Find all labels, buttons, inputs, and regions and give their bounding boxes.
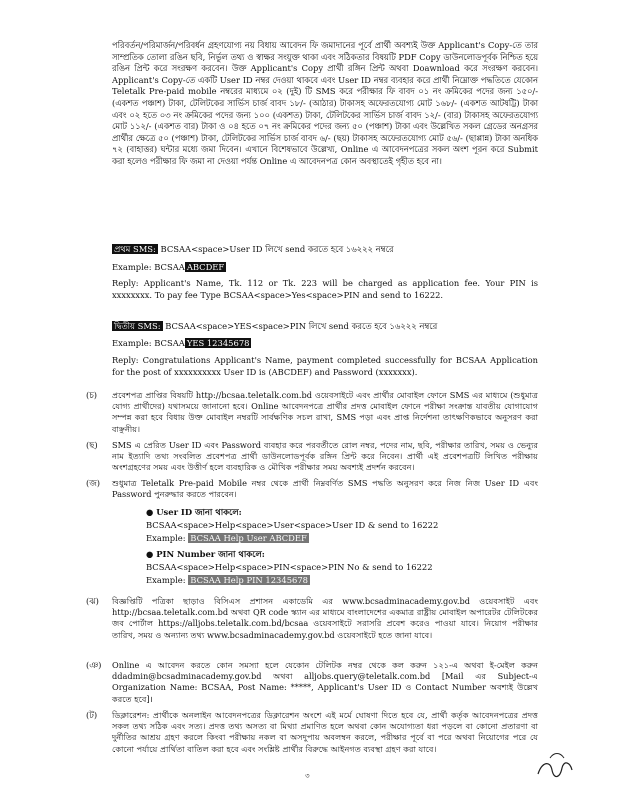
item-ja-label: (জ) [86,478,101,488]
pin-example-code: BCSAA Help PIN 12345678 [190,575,309,585]
userid-heading-text: User ID জানা থাকলে: [156,507,242,517]
userid-format: BCSAA<space>Help<space>User<space>User ID & send to 16222 [146,520,439,530]
sms2-example-prefix: Example: BCSAA [112,338,185,348]
item-ja-text: শুধুমাত্র Teletalk Pre-paid Mobile নম্বর থেকে প্রার্থী নিম্নবর্ণিত SMS পদ্ধতি অনুসরণ করে নিজ নিজ User ID এবং Password পুনরুদ্ধার করতে পারবেন। [112,478,538,500]
pin-example-prefix: Example: [146,575,186,585]
bullet-icon: ● [146,507,154,517]
item-chha-label: (ছ) [86,440,98,450]
item-ta-label: (ট) [86,710,98,720]
sms1-example-code: ABCDEF [186,262,225,272]
sms1-text: BCSAA<space>User ID লিখে send করতে হবে ১৬২২২ নম্বরে [160,244,394,254]
sms1-example-prefix: Example: BCSAA [112,262,185,272]
item-cha-label: (চ) [86,390,98,400]
sms1-example [112,262,226,273]
sms1-line [112,244,394,255]
item-chha-text: SMS এ প্রেরিত User ID এবং Password ব্যবহার করে পরবর্তীতে রোল নম্বর, পদের নাম, ছবি, পরীক্ষার তারিখ, সময় ও ভেন্যুর নাম ইত্যাদি তথ্য সংবলিত প্রবেশপত্র প্রার্থী ডাউনলোডপূর্বক রঙ্গিন প্রিন্ট করে নিবেন। প্রার্থী এই প্রবেশপত্রটি লিখিত পরীক্ষায় অংশগ্রহণের সময় এবং উত্তীর্ণ হলে ব্যবহারিক ও মৌখিক পরীক্ষার সময় অবশ্যই প্রদর্শন করবেন। [112,440,538,473]
item-jha-text: বিজ্ঞপ্তিটি পত্রিকা ছাড়াও বিসিএস প্রশাসন একাডেমি এর www.bcsadminacademy.gov.bd ওয়েবসাইট এবং http://bcsaa.teletalk.com.bd অথবা QR code স্ক্যান এর মাধ্যমে বাংলাদেশের একমাত্র রাষ্ট্রীয় মোবাইল অপারেটর টেলিটকের জব পোর্টাল https://alljobs.teletalk.com.bd/bcsaa ওয়েবসাইটে সরাসরি প্রবেশ করেও পাওয়া যাবে। নিয়োগ পরীক্ষার তারিখ, সময় ও অন্যান্য তথ্য www.bcsadminacademy.gov.bd ওয়েবসাইটে হতে জানা যাবে। [112,596,538,640]
page-number: ৩ [305,772,310,780]
sms2-label: দ্বিতীয় SMS: [114,321,161,331]
userid-heading [146,507,242,518]
item-cha-text: প্রবেশপত্র প্রাপ্তির বিষয়টি http://bcsaa.teletalk.com.bd ওয়েবসাইটে এবং প্রার্থীর মোবাইল ফোনে SMS এর মাধ্যমে (শুধুমাত্র যোগ্য প্রার্থীদের) যথাসময়ে জানানো হবে। Online আবেদনপত্রে প্রার্থীর প্রদত্ত মোবাইল ফোনে পরীক্ষা সংক্রান্ত যাবতীয় যোগাযোগ সম্পন্ন করা হবে বিধায় উক্ত মোবাইল নম্বরটি সার্বক্ষণিক সচল রাখা, SMS পড়া এবং প্রাপ্ত নির্দেশনা তাৎক্ষণিকভাবে অনুসরণ করা বাঞ্ছনীয়। [112,390,538,434]
item-nya-label: (ঞ) [86,660,102,670]
pin-heading-text: PIN Number জানা থাকলে: [156,549,265,559]
sms1-label: প্রথম SMS: [114,244,156,254]
userid-example-code: BCSAA Help User ABCDEF [190,533,307,543]
sms2-text: BCSAA<space>YES<space>PIN লিখে send করতে হবে ১৬২২২ নম্বরে [165,321,438,331]
item-jha-label: (ঝ) [86,596,99,606]
signature-mark [530,740,580,790]
bullet-icon: ● [146,549,154,559]
pin-format: BCSAA<space>Help<space>PIN<space>PIN No & send to 16222 [146,562,433,572]
userid-example-prefix: Example: [146,533,186,543]
pin-example [146,575,310,586]
sms2-example [112,338,251,349]
sms2-line [112,321,437,332]
pin-heading [146,549,265,560]
sms2-reply: Reply: Congratulations Applicant's Name, payment completed successfully for BCSAA Application for the post of xxxxxxxxxx User ID is (ABCDEF) and Password (xxxxxxx). [112,355,538,377]
userid-example [146,533,309,544]
sms1-reply: Reply: Applicant's Name, Tk. 112 or Tk. 223 will be charged as application fee. Your PIN is xxxxxxxx. To pay fee Type BCSAA<space>Yes<space>PIN and send to 16222. [112,278,538,300]
item-ta-text: ডিক্লারেশন: প্রার্থীকে অনলাইন আবেদনপত্রের ডিক্লারেশন অংশে এই মর্মে ঘোষণা দিতে হবে যে, প্রার্থী কর্তৃক আবেদনপত্রের প্রদত্ত সকল তথ্য সঠিক এবং সত্য। প্রদত্ত তথ্য অসত্য বা মিথ্যা প্রমাণিত হলে অথবা কোন অযোগ্যতা ধরা পড়লে বা কোনো প্রতারণা বা দুর্নীতির আশ্রয় গ্রহণ করলে কিংবা পরীক্ষায় নকল বা অসদুপায় অবলম্বন করলে, পরীক্ষার পূর্বে বা পরে অথবা নিয়োগের পরে যে কোনো পর্যায়ে প্রার্থিতা বাতিল করা হবে এবং সংশ্লিষ্ট প্রার্থীর বিরুদ্ধে আইনগত ব্যবস্থা গ্রহণ করা যাবে। [112,710,538,754]
intro-paragraph: পরিবর্তন/পরিমার্জন/পরিবর্ধন গ্রহণযোগ্য নয় বিধায় আবেদন ফি জমাদানের পূর্বে প্রার্থী অবশ্যই উক্ত Applicant's Copy-তে তার সাম্প্রতিক তোলা রঙিন ছবি, নির্ভুল তথ্য ও স্বাক্ষর সংযুক্ত থাকা এবং সঠিকতার বিষয়টি PDF Copy ডাউনলোডপূর্বক নিশ্চিত হয়ে রঙিন প্রিন্ট করে সংরক্ষণ করবেন। উক্ত Applicant's Copy প্রার্থী রঙ্গিন প্রিন্ট অথবা Doawnload করে সংরক্ষণ করবেন। Applicant's Copy-তে একটি User ID নম্বর দেওয়া থাকবে এবং User ID নম্বর ব্যবহার করে প্রার্থী নিম্নোক্ত পদ্ধতিতে যেকোন Teletalk Pre-paid mobile নম্বরের মাধ্যমে ০২ (দুই) টি SMS করে পরীক্ষার ফি বাবদ ০১ নং ক্রমিকের পদের জন্য ১৫০/- (একশত পঞ্চাশ) টাকা, টেলিটকের সার্ভিস চার্জ বাবদ ১৮/- (আঠার) টাকাসহ অফেরতযোগ্য মোট ১৬৮/- (একশত আটষট্টি) টাকা এবং ০২ হতে ০৩ নং ক্রমিকের পদের জন্য ১০০ (একশত) টাকা, টেলিটকের সার্ভিস চার্জ বাবদ ১২/- (বার) টাকাসহ অফেরতযোগ্য মোট ১১২/- (একশত বার) টাকা ও ০৪ হতে ০৭ নং ক্রমিকের পদের জন্য ৫০ (পঞ্চাশ) টাকা এবং উল্লেখিত সকল গ্রেডের অনগ্রসর প্রার্থীর ক্ষেত্রে ৫০ (পঞ্চাশ) টাকা, টেলিটকের সার্ভিস চার্জ বাবদ ৬/- (ছয়) টাকাসহ অফেরতযোগ্য মোট ৫৬/- (ছাপ্পান্ন) টাকা অনধিক ৭২ (বাহাত্তর) ঘন্টার মধ্যে জমা দিবেন। এখানে বিশেষভাবে উল্লেখ্য, Online এ আবেদনপত্রের সকল অংশ পূরন করে Submit করা হলেও পরীক্ষার ফি জমা না দেওয়া পর্যন্ত Online এ আবেদনপত্র কোন অবস্থাতেই গৃহীত হবে না। [112,40,538,166]
item-nya-text: Online এ আবেদন করতে কোন সমস্যা হলে যেকোন টেলিটক নম্বর থেকে কল করুন ১২১-এ অথবা ই-মেইল করুন ddadmin@bcsadminacademy.gov.bd অথবা alljobs.query@teletalk.com.bd [Mail এর Subject-এ Organization Name: BCSAA, Post Name: *****, Applicant's User ID ও Contact Number অবশ্যই উল্লেখ করতে হবে]। [112,660,538,704]
sms2-example-code: YES 12345678 [186,338,250,348]
